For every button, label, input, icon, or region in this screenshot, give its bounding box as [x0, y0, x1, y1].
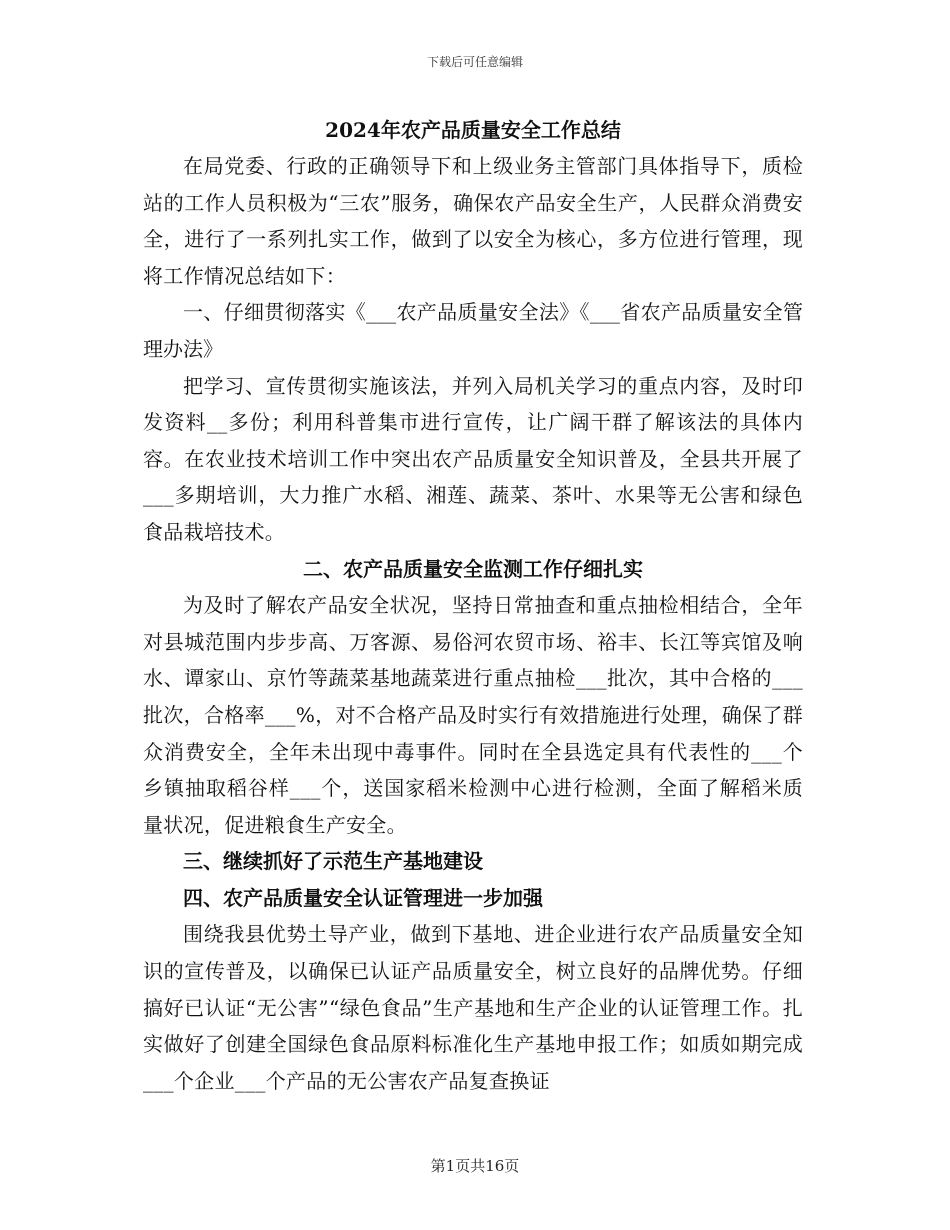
intro-paragraph: 在局党委、行政的正确领导下和上级业务主管部门具体指导下，质检站的工作人员积极为“三农”服务，确保农产品安全生产，人民群众消费安全，进行了一系列扎实工作，做到了以安全为核心，多方位进行管理，现将工作情况总结如下：	[143, 154, 803, 288]
section-1-paragraph: 把学习、宣传贯彻实施该法，并列入局机关学习的重点内容，及时印发资料__多份；利用科普集市进行宣传，让广阔干群了解该法的具体内容。在农业技术培训工作中突出农产品质量安全知识普及，全县共开展了___多期培训，大力推广水稻、湘莲、蔬菜、茶叶、水果等无公害和绿色食品栽培技术。	[143, 373, 803, 544]
section-4-heading: 四、农产品质量安全认证管理进一步加强	[183, 885, 543, 910]
document-title: 2024年农产品质量安全工作总结	[325, 118, 621, 142]
section-1-heading: 一、仔细贯彻落实《___农产品质量安全法》《___省农产品质量安全管理办法》	[143, 300, 803, 361]
section-2-heading: 二、农产品质量安全监测工作仔细扎实	[303, 556, 643, 581]
section-3-heading: 三、继续抓好了示范生产基地建设	[183, 849, 483, 874]
section-4-paragraph: 围绕我县优势土导产业，做到下基地、进企业进行农产品质量安全知识的宣传普及，以确保已认证产品质量安全，树立良好的品牌优势。仔细搞好已认证“无公害”“绿色食品”生产基地和生产企业的认证管理工作。扎实做好了创建全国绿色食品原料标准化生产基地申报工作；如质如期完成___个企业___个产品的无公害农产品复查换证	[143, 922, 803, 1093]
page-number: 第1页共16页	[430, 1157, 520, 1175]
document-body	[143, 112, 803, 1099]
download-note: 下载后可任意编辑	[426, 55, 523, 69]
section-2-paragraph: 为及时了解农产品安全状况，坚持日常抽查和重点抽检相结合，全年对县城范围内步步高、万客源、易俗河农贸市场、裕丰、长江等宾馆及响水、谭家山、京竹等蔬菜基地蔬菜进行重点抽检___批次，其中合格的___批次，合格率___%，对不合格产品及时实行有效措施进行处理，确保了群众消费安全，全年未出现中毒事件。同时在全县选定具有代表性的___个乡镇抽取稻谷样___个，送国家稻米检测中心进行检测，全面了解稻米质量状况，促进粮食生产安全。	[143, 593, 803, 837]
